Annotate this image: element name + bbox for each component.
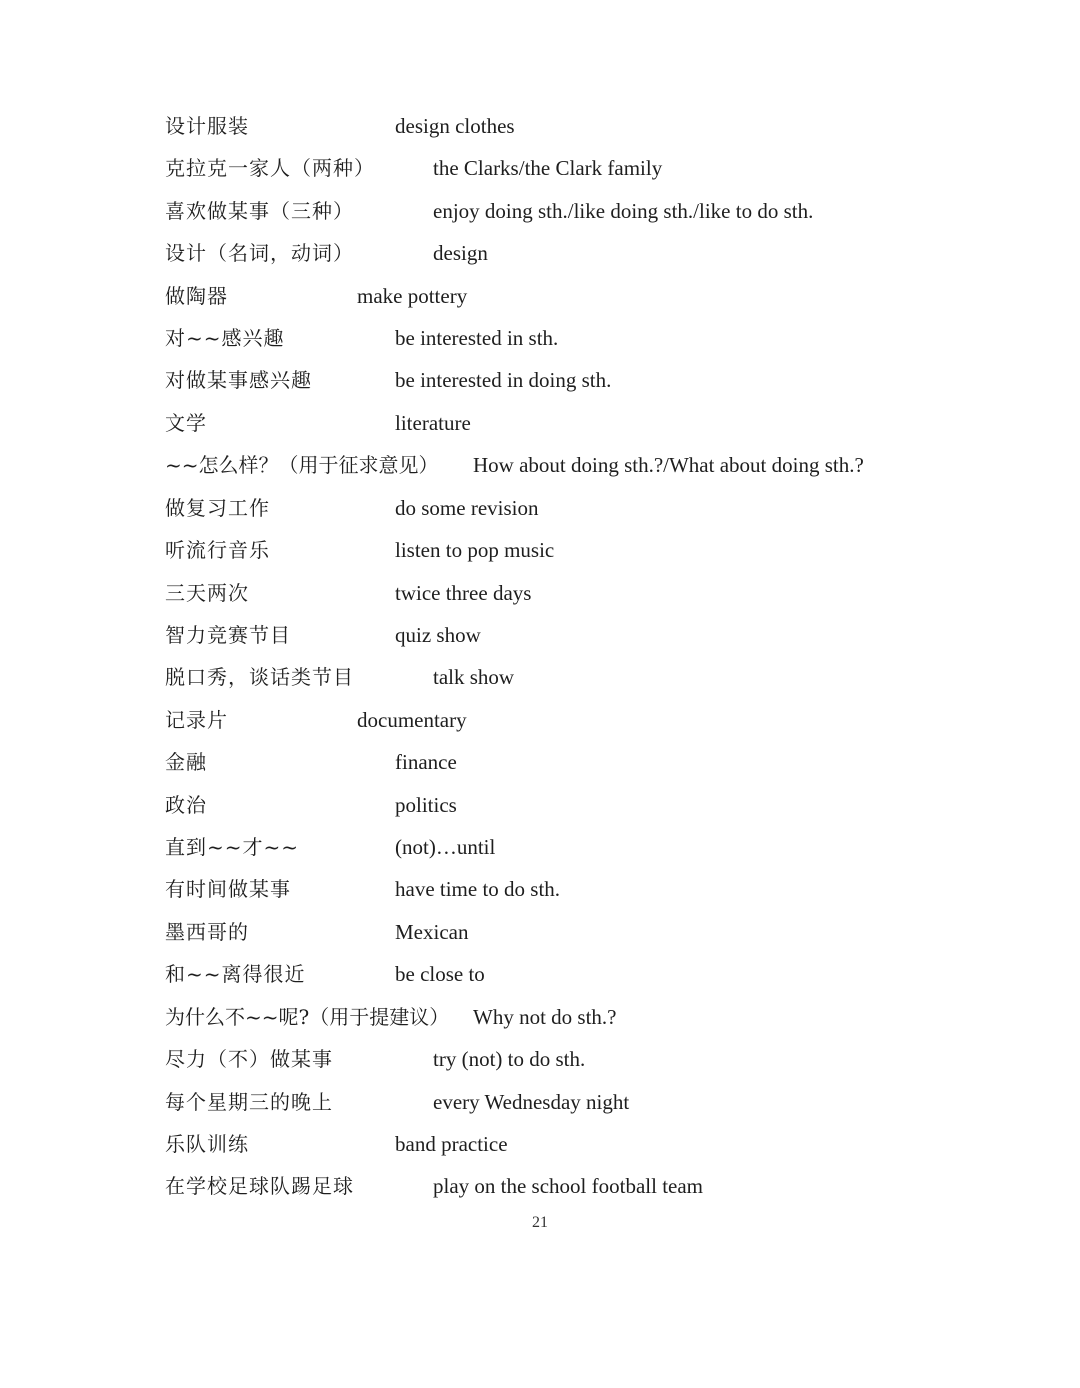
vocab-entry [0, 662, 1080, 692]
english-translation: literature [395, 411, 471, 435]
chinese-term: 智力竞赛节目 [165, 623, 291, 647]
chinese-term: 每个星期三的晚上 [165, 1090, 333, 1114]
english-translation: be close to [395, 962, 485, 986]
chinese-term: 听流行音乐 [165, 538, 270, 562]
english-translation: Why not do sth.? [473, 1005, 617, 1029]
vocab-entry [0, 111, 1080, 141]
vocab-entry [0, 281, 1080, 311]
english-translation: make pottery [357, 284, 468, 308]
vocab-entry [0, 959, 1080, 989]
english-translation: band practice [395, 1132, 508, 1156]
vocab-entry [0, 1044, 1080, 1074]
english-translation: every Wednesday night [433, 1090, 630, 1114]
chinese-term: 对~~感兴趣 [165, 326, 285, 350]
english-translation: play on the school football team [433, 1174, 704, 1198]
chinese-term: 尽力（不）做某事 [165, 1047, 333, 1071]
vocab-entry [0, 1129, 1080, 1159]
vocab-entry [0, 1087, 1080, 1117]
vocab-entry [0, 1002, 1080, 1032]
english-translation: be interested in doing sth. [395, 368, 612, 392]
vocab-entry [0, 493, 1080, 523]
english-translation: documentary [357, 708, 467, 732]
vocab-entry [0, 450, 1080, 480]
chinese-term: 金融 [165, 750, 207, 774]
vocab-entry [0, 196, 1080, 226]
chinese-term: 有时间做某事 [165, 877, 291, 901]
vocab-entry [0, 1171, 1080, 1201]
english-translation: twice three days [395, 581, 532, 605]
vocab-entry [0, 238, 1080, 268]
chinese-term: 对做某事感兴趣 [165, 368, 312, 392]
chinese-term: 和~~离得很近 [165, 962, 306, 986]
english-translation: Mexican [395, 920, 469, 944]
english-translation: (not)…until [395, 835, 496, 859]
chinese-term: 为什么不~~呢?（用于提建议） [165, 1005, 450, 1029]
chinese-term: 乐队训练 [165, 1132, 249, 1156]
chinese-term: 克拉克一家人（两种） [165, 156, 375, 180]
chinese-term: 文学 [165, 411, 207, 435]
english-translation: quiz show [395, 623, 481, 647]
vocab-entry [0, 747, 1080, 777]
english-translation: design clothes [395, 114, 515, 138]
vocab-entry [0, 578, 1080, 608]
page-number: 21 [532, 1214, 548, 1231]
english-translation: try (not) to do sth. [433, 1047, 586, 1071]
vocab-entry [0, 408, 1080, 438]
vocab-entry [0, 323, 1080, 353]
chinese-term: 设计服装 [165, 114, 249, 138]
vocab-entry [0, 153, 1080, 183]
chinese-term: 政治 [165, 793, 207, 817]
vocab-entry [0, 874, 1080, 904]
vocab-entry [0, 832, 1080, 862]
english-translation: do some revision [395, 496, 539, 520]
english-translation: talk show [433, 665, 515, 689]
vocab-entry [0, 535, 1080, 565]
english-translation: politics [395, 793, 457, 817]
english-translation: listen to pop music [395, 538, 555, 562]
chinese-term: 做复习工作 [165, 496, 270, 520]
chinese-term: 在学校足球队踢足球 [165, 1174, 354, 1198]
english-translation: have time to do sth. [395, 877, 561, 901]
chinese-term: 设计（名词，动词） [165, 241, 354, 265]
chinese-term: 喜欢做某事（三种） [165, 199, 354, 223]
english-translation: design [433, 241, 488, 265]
english-translation: be interested in sth. [395, 326, 559, 350]
english-translation: How about doing sth.?/What about doing sth.? [473, 453, 864, 477]
chinese-term: 三天两次 [165, 581, 249, 605]
chinese-term: 做陶器 [165, 284, 228, 308]
chinese-term: 直到~~才~~ [165, 835, 300, 859]
vocab-entry [0, 917, 1080, 947]
vocab-entry [0, 620, 1080, 650]
english-translation: enjoy doing sth./like doing sth./like to do sth. [433, 199, 814, 223]
chinese-term: 记录片 [165, 708, 228, 732]
chinese-term: 墨西哥的 [165, 920, 249, 944]
vocab-entry [0, 365, 1080, 395]
english-translation: the Clarks/the Clark family [433, 156, 663, 180]
english-translation: finance [395, 750, 457, 774]
vocab-entry [0, 790, 1080, 820]
vocab-entry [0, 705, 1080, 735]
chinese-term: 脱口秀，谈话类节目 [165, 665, 354, 689]
chinese-term: ~~怎么样？（用于征求意见） [165, 453, 439, 477]
